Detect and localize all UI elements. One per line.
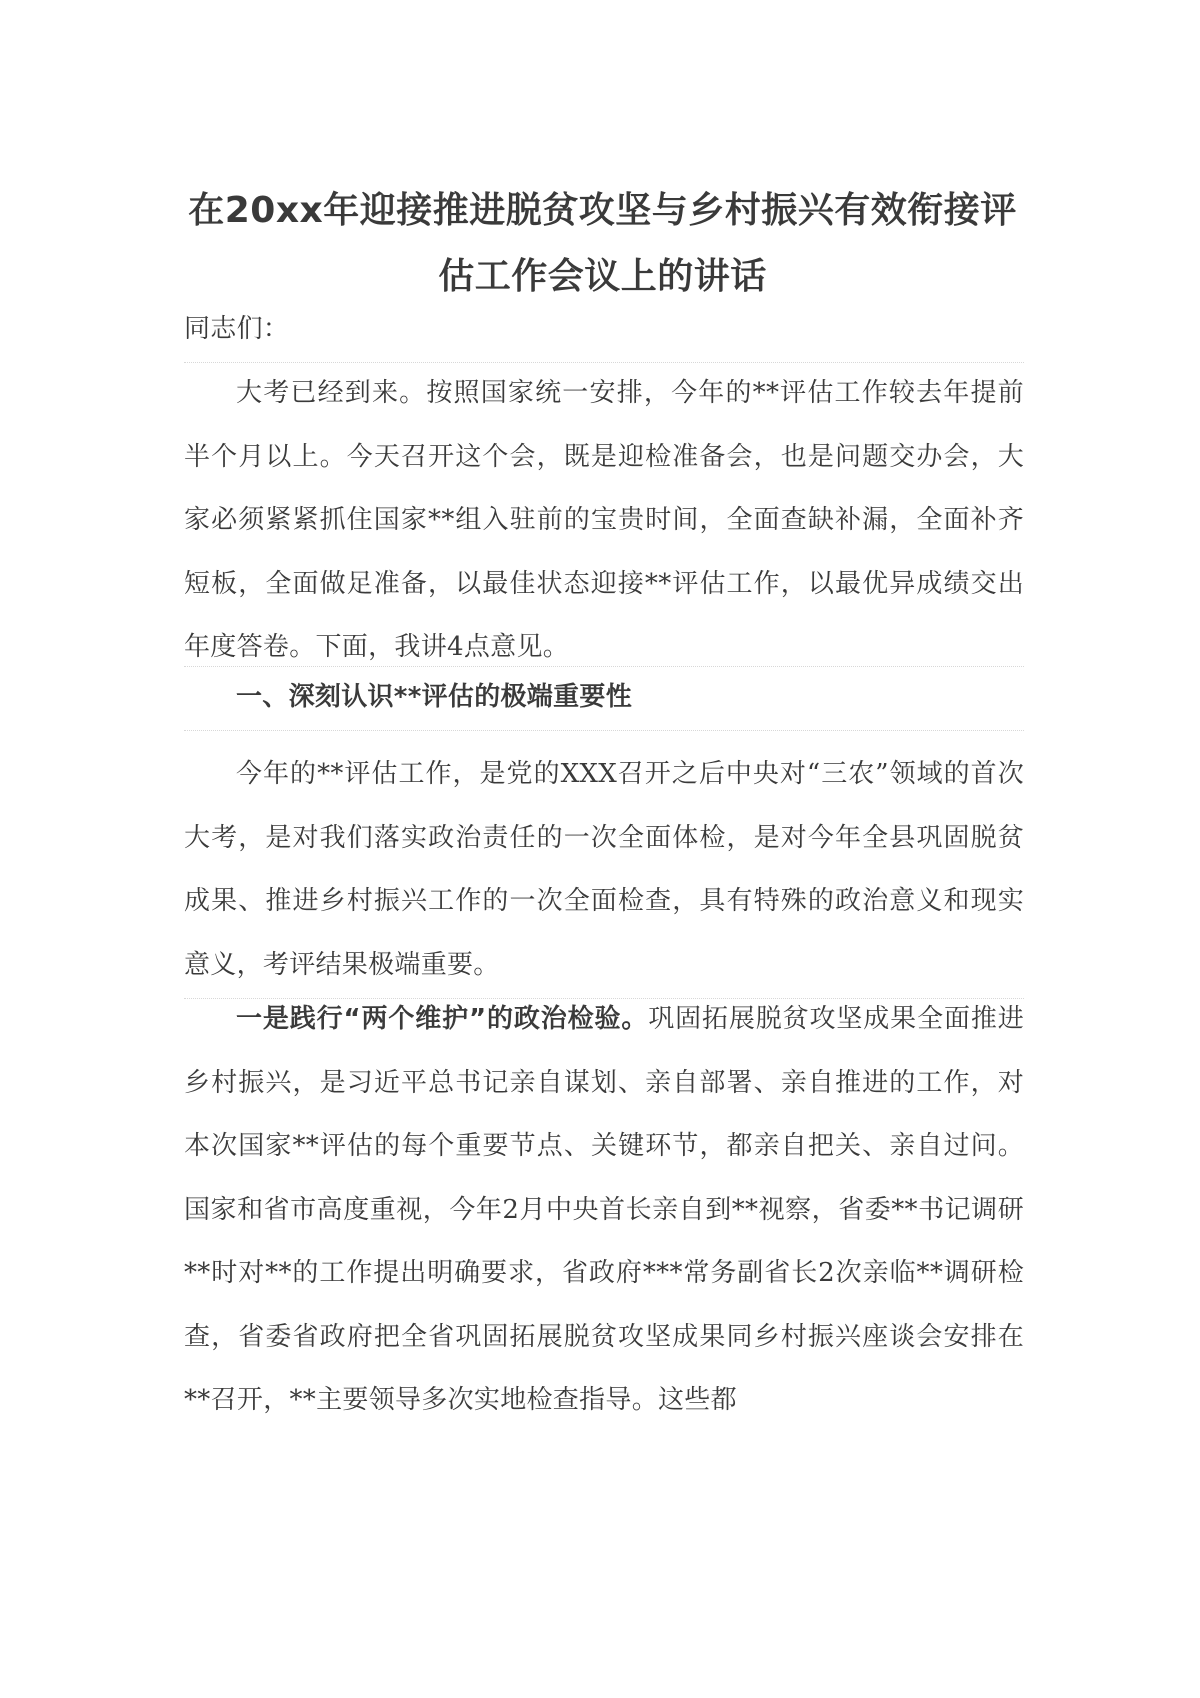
salutation: 同志们： — [184, 314, 290, 344]
paragraph-significance: 今年的**评估工作，是党的XXX召开之后中央对“三农”领域的首次大考，是对我们落实政治责任的一次全面体检，是对今年全县巩固脱贫成果、推进乡村振兴工作的一次全面检查，具有特殊的政治意义和现实意义，考评结果极端重要。 — [184, 759, 1024, 980]
paragraph-intro: 大考已经到来。按照国家统一安排，今年的**评估工作较去年提前半个月以上。今天召开这个会，既是迎检准备会，也是问题交办会，大家必须紧紧抓住国家**组入驻前的宝贵时间，全面查缺补漏，全面补齐短板，全面做足准备，以最佳状态迎接**评估工作，以最优异成绩交出年度答卷。下面，我讲4点意见。 — [184, 378, 1024, 662]
divider — [184, 730, 1024, 731]
paragraph-political-test — [184, 988, 1024, 1433]
paragraph-body: 巩固拓展脱贫攻坚成果全面推进乡村振兴，是习近平总书记亲自谋划、亲自部署、亲自推进的工作，对本次国家**评估的每个重要节点、关键环节，都亲自把关、亲自过问。国家和省市高度重视，今年2月中央首长亲自到**视察，省委**书记调研**时对**的工作提出明确要求，省政府***常务副省长2次亲临**调研检查，省委省政府把全省巩固拓展脱贫攻坚成果同乡村振兴座谈会安排在**召开，**主要领导多次实地检查指导。这些都 — [184, 1004, 1025, 1415]
paragraph-lead: 一是践行“两个维护”的政治检验。 — [236, 1004, 649, 1034]
section-heading: 一、深刻认识**评估的极端重要性 — [236, 682, 632, 712]
document-title: 在20xx年迎接推进脱贫攻坚与乡村振兴有效衔接评估工作会议上的讲话 — [188, 190, 1017, 297]
